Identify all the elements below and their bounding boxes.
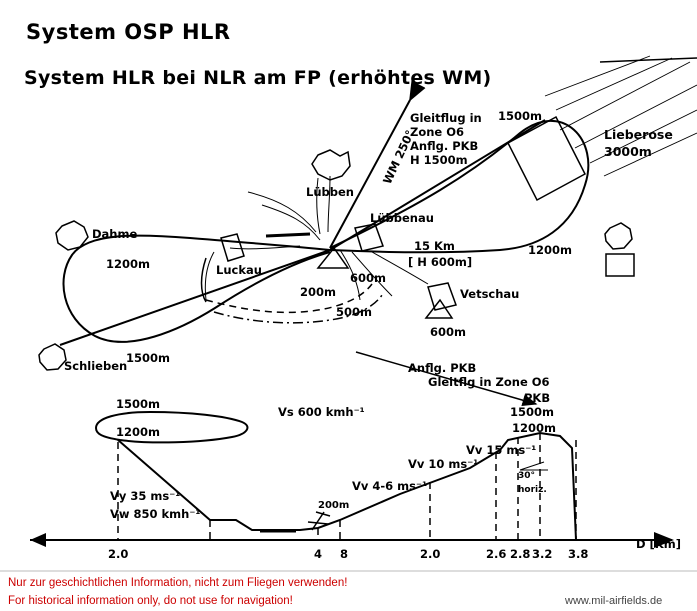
profile-label-horiz: horiz. [518,485,547,495]
label-luebbenau: Lübbenau [370,211,434,225]
profile-angle-marker [520,462,548,470]
label-alt-600m-vetschau: 600m [430,325,466,339]
profile-label-alt-200m: 200m [318,500,350,511]
label-gleitflug-l1: Gleitflug in [410,111,482,125]
town-symbol-vetschau [428,283,456,310]
profile-tick-3: 2.0 [420,547,441,561]
profile-label-vv-4-6: Vv 4-6 ms⁻¹ [352,479,428,493]
profile-axis-label: D [Km] [636,537,681,551]
label-schlieben: Schlieben [64,359,128,373]
footer-note-de: Nur zur geschichtlichen Information, nicht zum Fliegen verwenden! [8,577,348,589]
label-alt-1200-left: 1200m [106,257,150,271]
label-dahme: Dahme [92,227,138,241]
label-dist-15km: 15 Km [414,239,455,253]
label-alt-500m: 500m [336,305,372,319]
label-alt-200m: 200m [300,285,336,299]
label-h600m: [ H 600m] [408,255,473,269]
label-alt-1200-right: 1200m [528,243,572,257]
profile-label-vv-15: Vv 15 ms⁻¹ [466,443,537,457]
profile-label-gleitflg-zone: Gleitflg in Zone O6 [428,375,550,389]
profile-label-vv-10: Vv 10 ms⁻¹ [408,457,479,471]
profile-tick-0: 2.0 [108,547,129,561]
profile-tick-6: 3.2 [532,547,553,561]
map-area [39,56,697,404]
axis-southwest [60,250,330,345]
label-lieberose-1: Lieberose [604,127,673,142]
label-lieberose-2: 3000m [604,144,652,159]
town-symbol-schlieben [39,344,66,370]
label-luebben: Lübben [306,185,354,199]
profile-label-vw-850: Vw 850 kmh⁻¹ [110,507,201,521]
profile-tick-1: 4 [314,547,323,561]
town-symbol-luebben [312,150,350,180]
label-gleitflug-l2: Zone O6 [410,125,465,139]
label-alt-600m-mid: 600m [350,271,386,285]
label-alt-1500-top: 1500m [498,109,542,123]
label-alt-1500-left: 1500m [126,351,170,365]
town-symbol-east [605,223,632,249]
title-line-1: System OSP HLR [26,20,231,44]
profile-label-vs-600: Vs 600 kmh⁻¹ [278,405,365,419]
profile-label-alt-1500: 1500m [116,397,160,411]
label-wm-250: WM 250° [380,127,418,187]
label-gleitflug-l3: Anflg. PKB [410,139,479,153]
profile-label-pkb-alt: 1500m [510,405,554,419]
profile-tick-7: 3.8 [568,547,589,561]
profile-label-alt-1200-left: 1200m [116,425,160,439]
label-luckau: Luckau [216,263,262,277]
runway-symbol [266,234,310,236]
footer-url[interactable]: www.mil-airfields.de [565,595,663,607]
area-rect-east [606,254,634,276]
footer-note-en: For historical information only, do not use for navigation! [8,595,293,607]
profile-label-pkb: PKB [524,391,551,405]
profile-label-alt-1200-right: 1200m [512,421,556,435]
profile-label-anflg-pkb: Anflg. PKB [408,361,477,375]
town-symbol-luckau [221,234,244,261]
left-holding-loop [63,236,330,342]
label-vetschau: Vetschau [460,287,520,301]
profile-area [30,361,681,561]
profile-tick-2: 8 [340,547,349,561]
label-gleitflug-l4: H 1500m [410,153,468,167]
title-line-2: System HLR bei NLR am FP (erhöhtes WM) [24,67,492,89]
profile-tick-5: 2.8 [510,547,531,561]
profile-label-vy-35: Vy 35 ms⁻¹ [110,489,181,503]
profile-tick-4: 2.6 [486,547,507,561]
profile-label-angle-30: 30° [518,471,536,481]
